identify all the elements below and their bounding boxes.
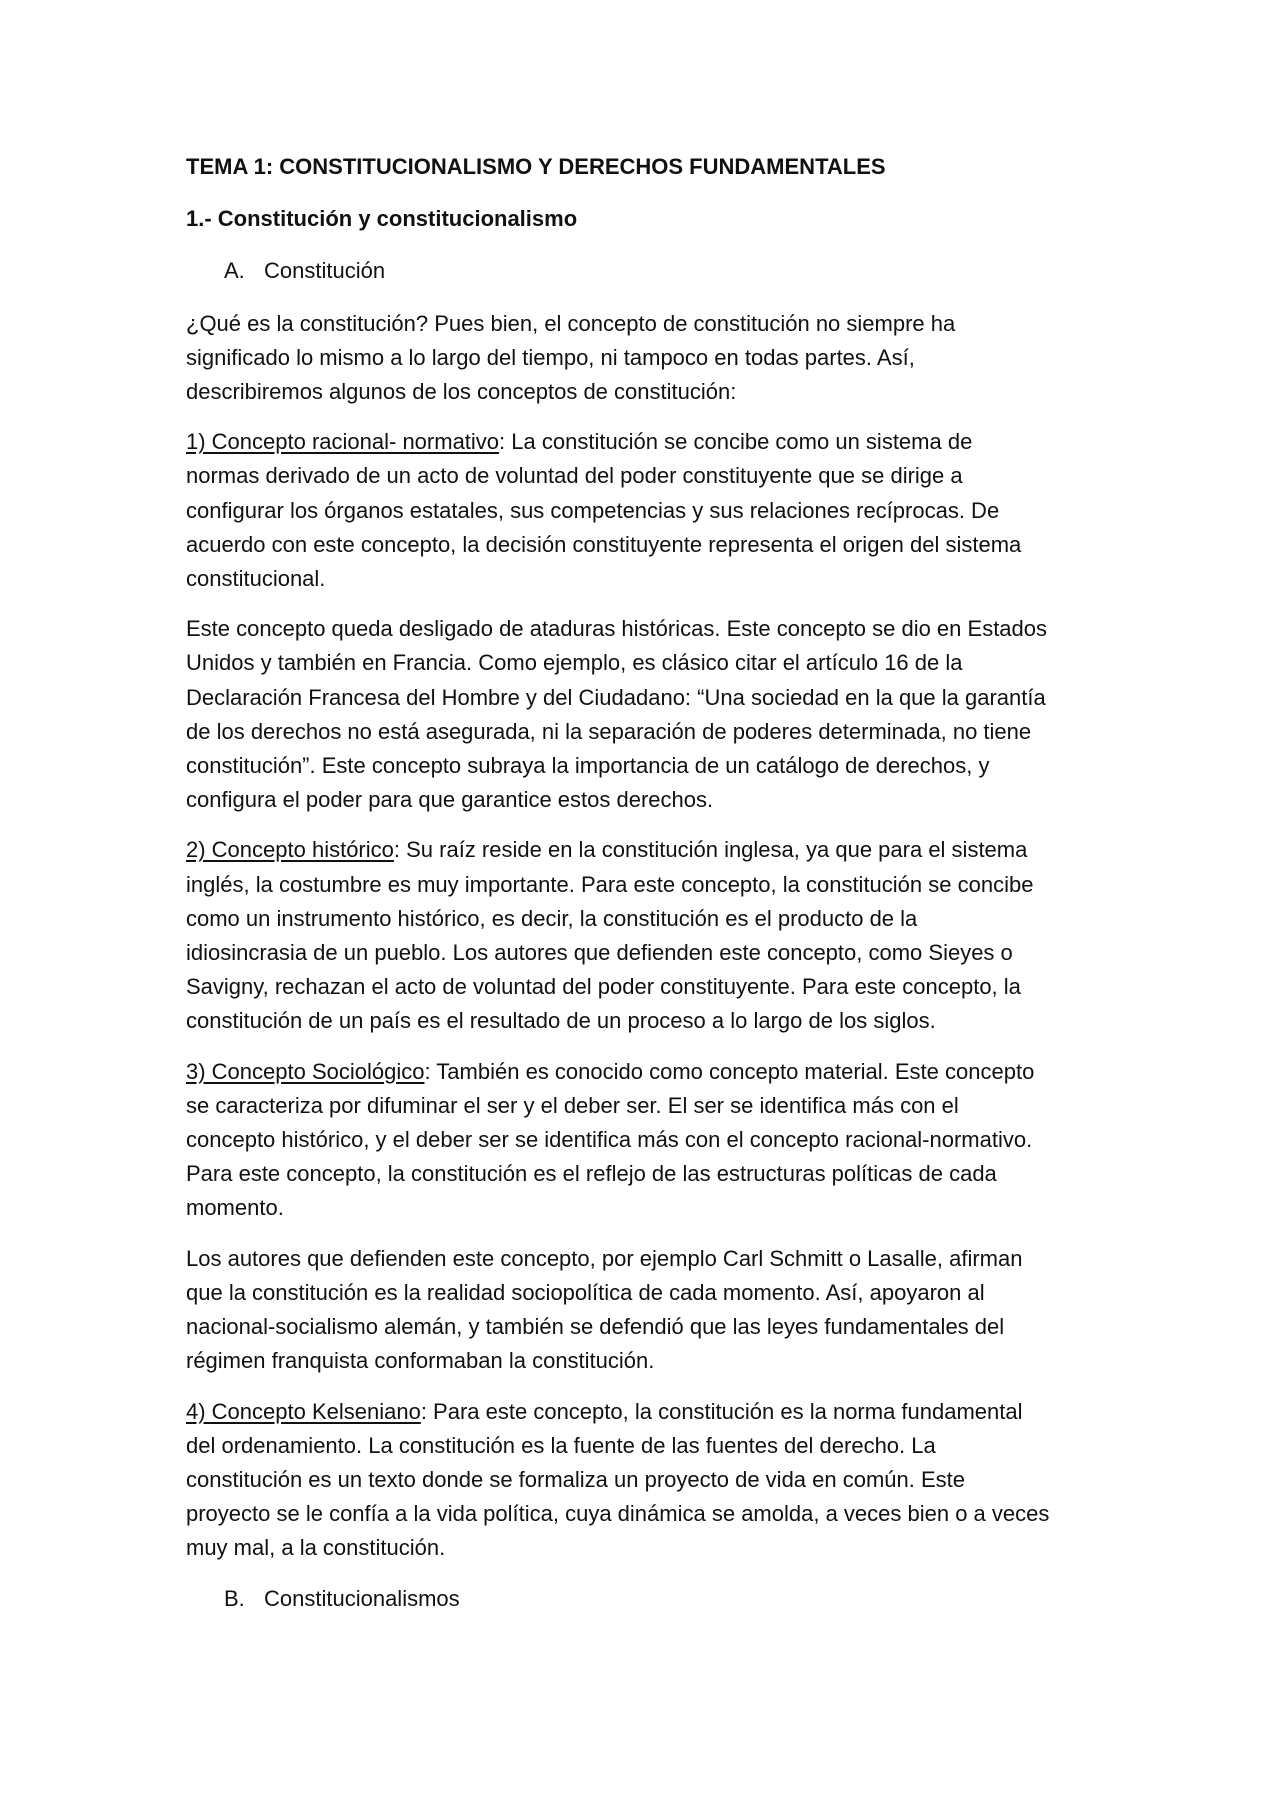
- text-line: constitución de un país es el resultado de un proceso a lo largo de los siglos.: [186, 1008, 936, 1034]
- text-line: nacional-socialismo alemán, y también se defendió que las leyes fundamentales del: [186, 1314, 1005, 1340]
- text-line: configurar los órganos estatales, sus competencias y sus relaciones recíprocas. De: [186, 497, 1000, 523]
- text-segment: : Su raíz reside en la constitución inglesa, ya que para el sistema: [393, 837, 1028, 863]
- intro-paragraph: [186, 307, 1116, 410]
- concept-sociological-extra: [186, 1242, 1116, 1379]
- text-line: [186, 425, 1116, 459]
- document-title: TEMA 1: CONSTITUCIONALISMO Y DERECHOS FUNDAMENTALES: [186, 154, 886, 179]
- concept-label: 1) Concepto racional- normativo: [186, 429, 500, 455]
- concept-rational-normative-extra: [186, 612, 1116, 817]
- list-marker: B.: [224, 1585, 245, 1611]
- text-line: Unidos y también en Francia. Como ejemplo, es clásico citar el artículo 16 de la: [186, 650, 963, 676]
- text-line: idiosincrasia de un pueblo. Los autores que defienden este concepto, como Sieyes o: [186, 940, 1013, 966]
- text-line: constitución”. Este concepto subraya la importancia de un catálogo de derechos, y: [186, 753, 990, 779]
- text-line: acuerdo con este concepto, la decisión constituyente representa el origen del sistema: [186, 531, 1022, 557]
- concept-kelsenian: [186, 1395, 1116, 1566]
- list-marker: A.: [224, 258, 245, 284]
- text-line: [186, 1395, 1116, 1429]
- concept-rational-normative: [186, 425, 1116, 596]
- text-line: muy mal, a la constitución.: [186, 1535, 446, 1561]
- list-item-a: [186, 254, 1116, 288]
- text-line: que la constitución es la realidad sociopolítica de cada momento. Así, apoyaron al: [186, 1279, 985, 1305]
- text-segment: : Para este concepto, la constitución es la norma fundamental: [420, 1398, 1023, 1424]
- concept-label: 4) Concepto Kelseniano: [186, 1398, 421, 1424]
- document-page: [186, 150, 1116, 1634]
- text-line: constitucional.: [186, 566, 326, 592]
- text-line: Los autores que defienden este concepto, por ejemplo Carl Schmitt o Lasalle, afirman: [186, 1245, 1023, 1271]
- concept-label: 3) Concepto Sociológico: [186, 1058, 425, 1084]
- text-line: Savigny, rechazan el acto de voluntad del poder constituyente. Para este concepto, la: [186, 974, 1021, 1000]
- text-line: régimen franquista conformaban la constitución.: [186, 1348, 655, 1374]
- concept-historical: [186, 833, 1116, 1038]
- text-line: inglés, la costumbre es muy importante. Para este concepto, la constitución se concibe: [186, 871, 1034, 897]
- list-item-b: [186, 1582, 1116, 1616]
- text-line: momento.: [186, 1195, 284, 1221]
- text-line: [186, 1055, 1116, 1089]
- text-line: Declaración Francesa del Hombre y del Ciudadano: “Una sociedad en la que la garantía: [186, 684, 1046, 710]
- concept-sociological: [186, 1055, 1116, 1226]
- text-line: ¿Qué es la constitución? Pues bien, el concepto de constitución no siempre ha: [186, 310, 956, 336]
- text-line: describiremos algunos de los conceptos de constitución:: [186, 379, 737, 405]
- text-line: concepto histórico, y el deber ser se identifica más con el concepto racional-normativo.: [186, 1127, 1033, 1153]
- text-segment: : También es conocido como concepto material. Este concepto: [424, 1058, 1035, 1084]
- text-line: constitución es un texto donde se formaliza un proyecto de vida en común. Este: [186, 1466, 966, 1492]
- text-line: Este concepto queda desligado de ataduras históricas. Este concepto se dio en Estados: [186, 616, 1048, 642]
- text-segment: : La constitución se concibe como un sistema de: [499, 429, 973, 455]
- text-line: como un instrumento histórico, es decir, la constitución es el producto de la: [186, 905, 918, 931]
- concept-label: 2) Concepto histórico: [186, 837, 394, 863]
- text-line: normas derivado de un acto de voluntad del poder constituyente que se dirige a: [186, 463, 963, 489]
- text-line: proyecto se le confía a la vida política, cuya dinámica se amolda, a veces bien o a veces: [186, 1501, 1050, 1527]
- text-line: [186, 833, 1116, 867]
- list-item-label: Constitución: [264, 258, 386, 284]
- text-line: Para este concepto, la constitución es el reflejo de las estructuras políticas de cada: [186, 1161, 997, 1187]
- text-line: configura el poder para que garantice estos derechos.: [186, 787, 714, 813]
- text-line: se caracteriza por difuminar el ser y el deber ser. El ser se identifica más con el: [186, 1092, 959, 1118]
- text-line: de los derechos no está asegurada, ni la separación de poderes determinada, no tiene: [186, 718, 1032, 744]
- text-line: del ordenamiento. La constitución es la fuente de las fuentes del derecho. La: [186, 1432, 936, 1458]
- section-heading: 1.- Constitución y constitucionalismo: [186, 206, 578, 232]
- text-line: significado lo mismo a lo largo del tiempo, ni tampoco en todas partes. Así,: [186, 344, 915, 370]
- list-item-label: Constitucionalismos: [264, 1585, 460, 1611]
